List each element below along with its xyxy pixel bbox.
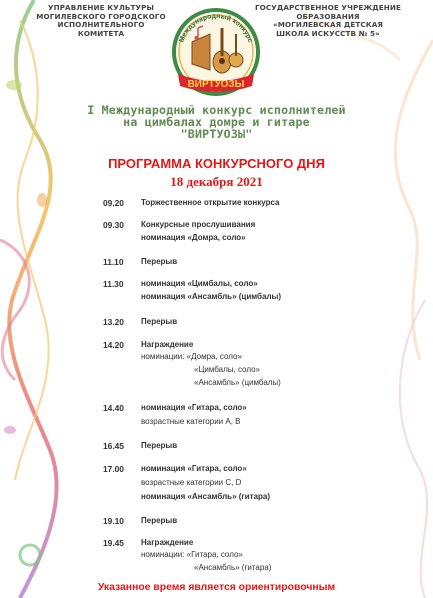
schedule-line: Перерыв [141, 441, 178, 450]
schedule-time: 11.30 [103, 279, 124, 289]
schedule-line: номинация «Ансамбль» (гитара) [141, 492, 271, 501]
schedule-line: Перерыв [141, 516, 178, 525]
schedule-time: 14.40 [103, 403, 124, 413]
schedule-time: 13.20 [103, 317, 124, 327]
schedule-line: «Цимбалы, соло» [194, 365, 260, 374]
schedule-time: 14.20 [103, 340, 124, 350]
schedule-line: номинации: «Гитара, соло» [141, 550, 243, 559]
schedule-line: номинации: «Домра, соло» [141, 352, 242, 361]
footer-note: Указанное время является ориентировочным [97, 582, 336, 593]
schedule-line: номинация «Гитара, соло» [141, 464, 247, 473]
schedule-line: возрастные категории А, В [141, 417, 241, 426]
schedule-line: номинация «Гитара, соло» [141, 403, 247, 412]
schedule-time: 16.45 [103, 441, 124, 451]
schedule-line: Награждение [141, 538, 194, 547]
schedule-line: номинация «Ансамбль» (цимбалы) [141, 292, 282, 301]
schedule-line: Торжественное открытие конкурса [141, 198, 280, 207]
schedule-time: 19.45 [103, 538, 124, 548]
contest-title: I Международный конкурс исполнителей на цимбалах домре и гитаре "ВИРТУОЗЫ" [87, 103, 346, 142]
virtuozy-logo [166, 4, 266, 100]
schedule-line: Перерыв [141, 317, 178, 326]
logo-arc-text: Международный конкурс [178, 12, 254, 44]
schedule-line: «Ансамбль» (цимбалы) [194, 378, 281, 387]
schedule-line: номинация «Домра, соло» [141, 233, 246, 242]
header-right-organization: ГОСУДАРСТВЕННОЕ УЧРЕЖДЕНИЕ ОБРАЗОВАНИЯ «МОГИЛЕВСКАЯ ДЕТСКАЯ ШКОЛА ИСКУССТВ № 5» [254, 3, 402, 38]
program-date: 18 декабря 2021 [170, 174, 263, 189]
schedule-line: Награждение [141, 340, 194, 349]
schedule-time: 09.20 [103, 198, 124, 208]
schedule-time: 11.10 [103, 257, 124, 267]
schedule-line: Конкурсные прослушивания [141, 220, 256, 229]
logo-word: ВИРТУОЗЫ [187, 79, 245, 90]
header-left-organization: УПРАВЛЕНИЕ КУЛЬТУРЫ МОГИЛЕВСКОГО ГОРОДСКОГО ИСПОЛНИТЕЛЬНОГО КОМИТЕТА [36, 3, 166, 38]
schedule-line: номинация «Цимбалы, соло» [141, 279, 258, 288]
program-heading: ПРОГРАММА КОНКУРСНОГО ДНЯ [108, 156, 325, 171]
schedule-time: 09.30 [103, 220, 124, 230]
schedule-time: 17.00 [103, 464, 124, 474]
schedule-line: Перерыв [141, 257, 178, 266]
schedule-line: «Ансамбль» (гитара) [194, 563, 272, 572]
schedule-line: возрастные категории С, D [141, 478, 242, 487]
schedule-time: 19.10 [103, 516, 124, 526]
